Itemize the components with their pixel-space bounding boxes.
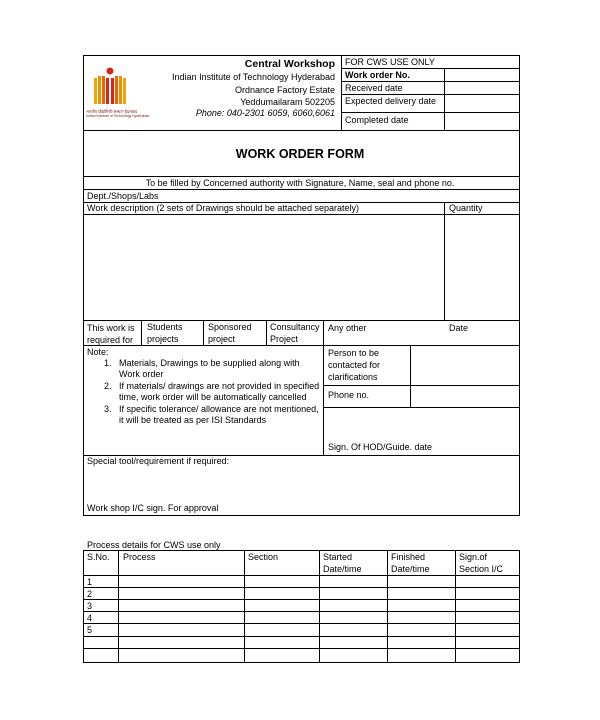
students-label-2: projects xyxy=(147,334,179,344)
completed-date-field[interactable] xyxy=(446,113,518,129)
col-header-sign-2: Section I/C xyxy=(459,564,504,574)
students-label-1: Students xyxy=(147,322,183,332)
table-row: 1 xyxy=(87,577,93,587)
students-projects-option[interactable] xyxy=(142,321,202,344)
col-header-finished-1: Finished xyxy=(391,552,426,562)
address-line-2: Yeddumailaram 502205 xyxy=(240,97,335,107)
col-header-started-2: Date/time xyxy=(323,564,362,574)
col-header-finished-2: Date/time xyxy=(391,564,430,574)
logo-caption: Indian Institute of Technology Hyderabad xyxy=(86,114,150,118)
institute-logo xyxy=(93,66,127,108)
address-line-1: Ordnance Factory Estate xyxy=(234,85,335,95)
cws-use-title: FOR CWS USE ONLY xyxy=(345,57,435,67)
date-label: Date xyxy=(449,323,469,333)
form-title: WORK ORDER FORM xyxy=(235,147,365,161)
table-row: 2 xyxy=(87,589,93,599)
quantity-field[interactable] xyxy=(446,216,518,318)
contact-person-label-2: contacted for xyxy=(328,360,381,370)
consultancy-label-2: Project xyxy=(270,334,299,344)
expected-delivery-date-label: Expected delivery date xyxy=(345,96,437,106)
hod-sign-label: Sign. Of HOD/Guide. date xyxy=(328,442,433,452)
institute-name: Indian Institute of Technology Hyderabad xyxy=(172,72,335,82)
col-header-section: Section xyxy=(248,552,279,562)
table-row: 5 xyxy=(87,625,93,635)
contact-person-field[interactable] xyxy=(412,347,518,384)
consultancy-project-option[interactable] xyxy=(267,321,322,344)
phone-no-field[interactable] xyxy=(412,387,518,406)
expected-delivery-date-field[interactable] xyxy=(446,95,518,111)
contact-person-label-1: Person to be xyxy=(328,348,380,358)
note-item: 1. Materials, Drawings to be supplied along with Work order xyxy=(104,358,300,379)
col-header-sign-1: Sign.of xyxy=(459,552,488,562)
sponsored-label-2: project xyxy=(208,334,236,344)
phone-numbers: Phone: 040-2301 6059, 6060,6061 xyxy=(195,108,335,118)
date-field[interactable] xyxy=(472,322,518,344)
special-tool-label: Special tool/requirement if required: xyxy=(87,456,230,466)
note-item: 3. If specific tolerance/ allowance are not mentioned, it will be treated as per ISI Standards xyxy=(104,404,319,425)
work-order-no-label: Work order No. xyxy=(345,70,410,80)
sponsored-project-option[interactable] xyxy=(204,321,265,344)
work-description-field[interactable] xyxy=(85,216,442,318)
required-for-label-2: required for xyxy=(87,335,134,345)
process-details-title: Process details for CWS use only xyxy=(87,540,221,550)
any-other-label: Any other xyxy=(328,323,367,333)
completed-date-label: Completed date xyxy=(345,115,409,125)
work-order-no-field[interactable] xyxy=(446,69,518,80)
logo-caption-hindi: भारतीय प्रौद्योगिकी संस्थान हैदराबाद xyxy=(86,109,138,114)
phone-no-label: Phone no. xyxy=(328,390,370,400)
notes-label: Note: xyxy=(87,347,109,357)
instruction-text: To be filled by Concerned authority with Signature, Name, seal and phone no. xyxy=(145,178,455,188)
any-other-field[interactable] xyxy=(375,322,442,344)
table-row: 4 xyxy=(87,613,93,623)
table-row: 3 xyxy=(87,601,93,611)
required-for-label-1: This work is xyxy=(87,323,135,333)
col-header-sno: S.No. xyxy=(87,552,110,562)
dept-field[interactable] xyxy=(160,190,515,201)
received-date-field[interactable] xyxy=(446,82,518,93)
col-header-started-1: Started xyxy=(323,552,353,562)
dept-label: Dept./Shops/Labs xyxy=(87,191,159,201)
col-header-process: Process xyxy=(123,552,156,562)
consultancy-label-1: Consultancy xyxy=(270,322,320,332)
iith-logo-icon xyxy=(93,66,127,108)
note-item: 2. If materials/ drawings are not provided in specified time, work order will be automatically cancelled xyxy=(104,381,320,402)
work-description-label: Work description (2 sets of Drawings should be attached separately) xyxy=(87,203,359,213)
contact-person-label-3: clarifications xyxy=(328,372,378,382)
org-name: Central Workshop xyxy=(244,58,335,70)
received-date-label: Received date xyxy=(345,83,403,93)
sponsored-label-1: Sponsored xyxy=(208,322,252,332)
notes-list xyxy=(104,358,322,427)
special-tool-field[interactable] xyxy=(85,468,518,500)
quantity-label: Quantity xyxy=(449,203,483,213)
workshop-sign-label: Work shop I/C sign. For approval xyxy=(87,503,219,513)
hod-sign-field[interactable] xyxy=(325,409,518,441)
